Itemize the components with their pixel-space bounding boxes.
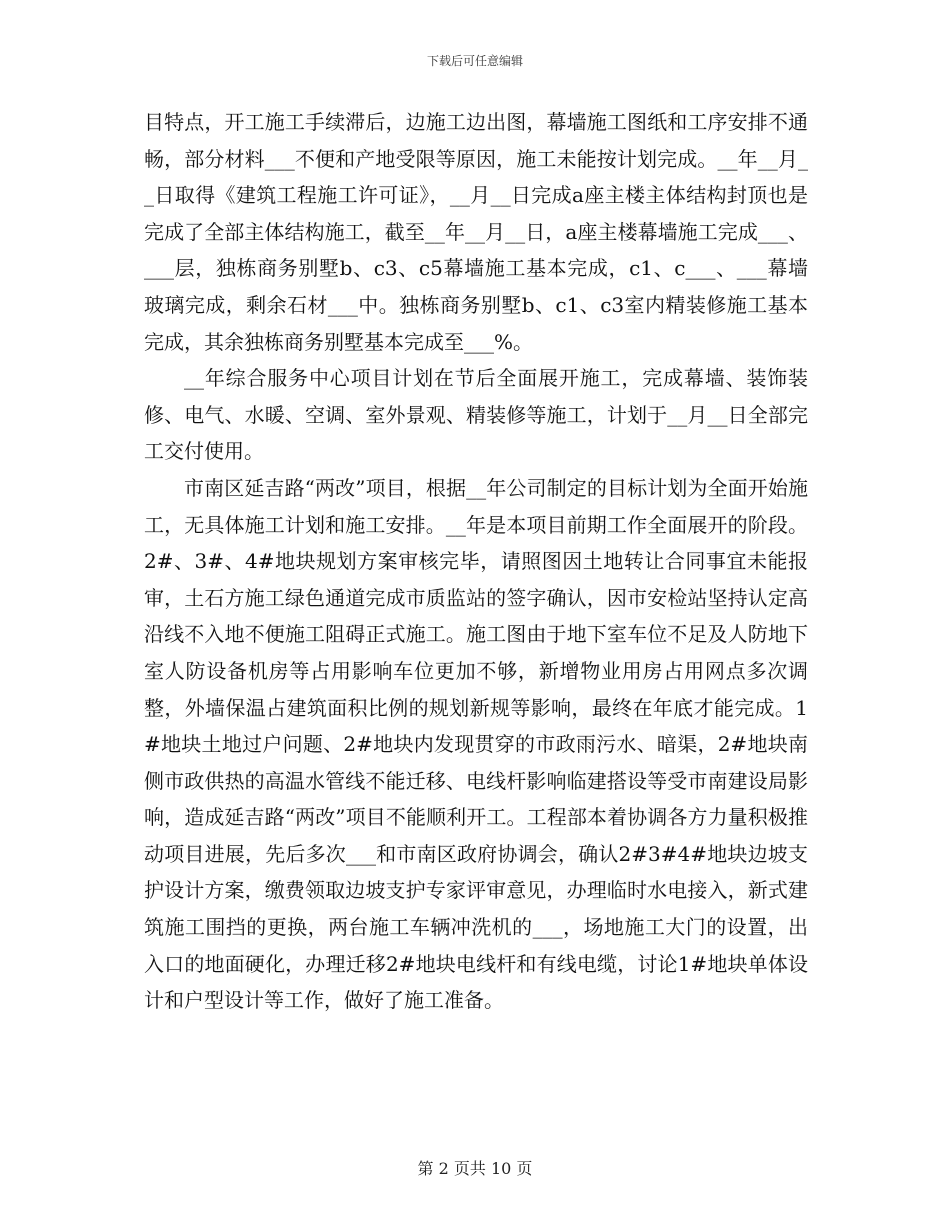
paragraph-continued: 目特点，开工施工手续滞后，边施工边出图，幕墙施工图纸和工序安排不通畅，部分材料___不便和产地受限等原因，施工未能按计划完成。__年__月__日取得《建筑工程施工许可证》，__月__日完成a座主楼主体结构封顶也是完成了全部主体结构施工，截至__年__月__日，a座主楼幕墙施工完成___、___层，独栋商务别墅b、c3、c5幕墙施工基本完成，c1、c___、___幕墙玻璃完成，剩余石材___中。独栋商务别墅b、c1、c3室内精装修施工基本完成，其余独栋商务别墅基本完成至___%。	[144, 110, 808, 354]
paragraph-yanji-road-project: 市南区延吉路“两改”项目，根据__年公司制定的目标计划为全面开始施工，无具体施工计划和施工安排。__年是本项目前期工作全面展开的阶段。2#、3#、4#地块规划方案审核完毕，请照图因土地转让合同事宜未能报审，土石方施工绿色通道完成市质监站的签字确认，因市安检站坚持认定高沿线不入地不便施工阻碍正式施工。施工图由于地下室车位不足及人防地下室人防设备机房等占用影响车位更加不够，新增物业用房占用网点多次调整，外墙保温占建筑面积比例的规划新规等影响，最终在年底才能完成。1#地块土地过户问题、2#地块内发现贯穿的市政雨污水、暗渠，2#地块南侧市政供热的高温水管线不能迁移、电线杆影响临建搭设等受市南建设局影响，造成延吉路“两改”项目不能顺利开工。工程部本着协调各方力量积极推动项目进展，先后多次___和市南区政府协调会，确认2#3#4#地块边坡支护设计方案，缴费领取边坡支护专家评审意见，办理临时水电接入，新式建筑施工围挡的更换，两台施工车辆冲洗机的___，场地施工大门的设置，出入口的地面硬化，办理迁移2#地块电线杆和有线电缆，讨论1#地块单体设计和户型设计等工作，做好了施工准备。	[144, 475, 808, 1013]
page-number: 第 2 页共 10 页	[417, 1159, 533, 1178]
document-body	[144, 104, 808, 1019]
page-header-note: 下载后可任意编辑	[426, 54, 523, 68]
paragraph-service-center: __年综合服务中心项目计划在节后全面展开施工，完成幕墙、装饰装修、电气、水暖、空调、室外景观、精装修等施工，计划于__月__日全部完工交付使用。	[144, 366, 808, 464]
